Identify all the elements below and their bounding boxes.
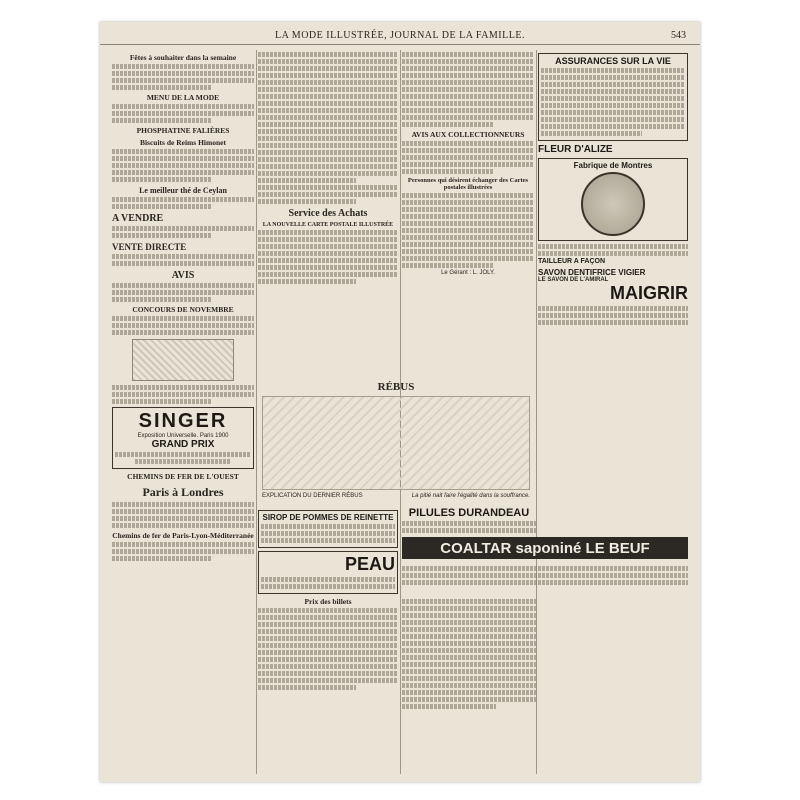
pilules-block bbox=[402, 507, 536, 535]
page-header bbox=[100, 30, 700, 45]
avis-heading: AVIS bbox=[171, 270, 195, 281]
journal-title: LA MODE ILLUSTRÉE, JOURNAL DE LA FAMILLE. bbox=[275, 30, 525, 41]
paris-londres-heading: Paris à Londres bbox=[142, 485, 224, 499]
paris-lyon-heading: Chemins de fer de Paris-Lyon-Méditerranée bbox=[112, 531, 254, 540]
singer-ad bbox=[112, 407, 254, 469]
rebus-caption-left: EXPLICATION DU DERNIER RÉBUS bbox=[262, 493, 363, 499]
gerant-line: Le Gérant : L. JOLY. bbox=[441, 270, 495, 276]
peau-ad bbox=[258, 551, 398, 594]
peau-heading: PEAU bbox=[344, 554, 395, 574]
column-1 bbox=[112, 50, 254, 776]
pilules-heading: PILULES DURANDEAU bbox=[408, 507, 530, 519]
assurances-heading: ASSURANCES SUR LA VIE bbox=[555, 56, 671, 66]
newspaper-page bbox=[100, 22, 700, 782]
carte-heading: LA NOUVELLE CARTE POSTALE ILLUSTRÉE bbox=[262, 222, 394, 228]
page-number: 543 bbox=[671, 30, 686, 41]
singer-brand: SINGER bbox=[138, 410, 228, 432]
savon-heading: SAVON DENTIFRICE VIGIER bbox=[538, 268, 646, 277]
savon-amiral: LE SAVON DE L'AMIRAL bbox=[538, 277, 609, 283]
rebus-section bbox=[258, 377, 534, 502]
biscuits-heading: Biscuits de Reims Himonet bbox=[139, 138, 227, 147]
the-heading: Le meilleur thé de Ceylan bbox=[139, 186, 227, 195]
sirop-ad bbox=[258, 510, 398, 548]
avis-coll-heading: AVIS AUX COLLECTIONNEURS bbox=[411, 130, 525, 139]
concours-illustration bbox=[132, 339, 234, 381]
vente-directe-heading: VENTE DIRECTE bbox=[112, 242, 187, 252]
coaltar-banner bbox=[402, 537, 688, 559]
montres-heading: Fabrique de Montres bbox=[573, 161, 653, 170]
alize-heading: FLEUR D'ALIZE bbox=[538, 144, 613, 155]
rebus-illustration bbox=[262, 396, 530, 490]
column-4 bbox=[538, 50, 688, 502]
sirop-heading: SIROP DE POMMES DE REINETTE bbox=[262, 513, 394, 522]
tailleur-heading: TAILLEUR A FAÇON bbox=[538, 258, 606, 265]
rebus-title: RÉBUS bbox=[377, 381, 415, 393]
prix-billets-heading: Prix des billets bbox=[304, 597, 352, 606]
service-heading: Service des Achats bbox=[288, 208, 368, 219]
concours-heading: CONCOURS DE NOVEMBRE bbox=[132, 305, 234, 314]
a-vendre-heading: A VENDRE bbox=[112, 213, 164, 224]
watch-icon bbox=[581, 172, 645, 236]
phosphatine-heading: PHOSPHATINE FALIÈRES bbox=[136, 126, 230, 135]
cartes-postales-heading: Personnes qui désirent échanger des Cartes postales illustrées bbox=[407, 177, 529, 191]
singer-prize: GRAND PRIX bbox=[151, 439, 215, 450]
menu-heading: MENU DE LA MODE bbox=[146, 93, 220, 102]
fetes-heading: Fêtes à souhaiter dans la semaine bbox=[129, 53, 237, 62]
coaltar-brand: COALTAR saponiné LE BEUF bbox=[440, 539, 650, 557]
chemin-heading: CHEMINS DE FER DE L'OUEST bbox=[127, 472, 239, 481]
maigrir-heading: MAIGRIR bbox=[610, 283, 688, 303]
montres-ad bbox=[538, 158, 688, 241]
sirop-ad-block bbox=[258, 507, 398, 692]
assurances-ad bbox=[538, 53, 688, 141]
rebus-caption-right: La pitié nait faire l'égalité dans la souffrance. bbox=[411, 493, 530, 499]
singer-expo: Exposition Universelle. Paris 1900 bbox=[137, 433, 229, 439]
column-3 bbox=[402, 50, 534, 382]
